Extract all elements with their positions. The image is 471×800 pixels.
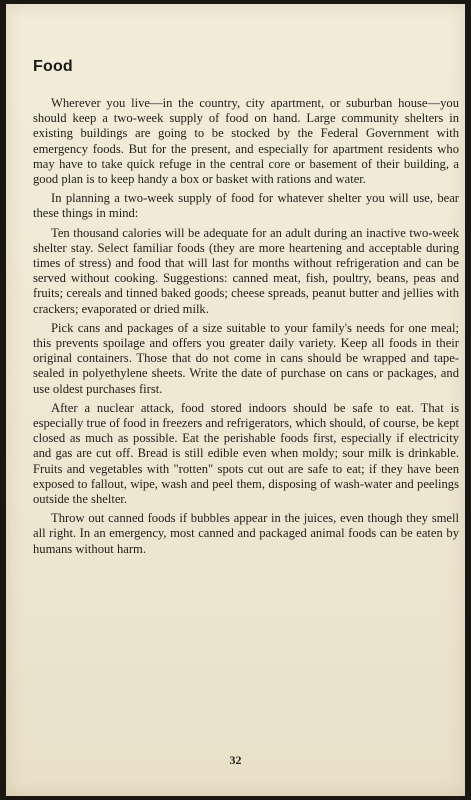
paragraph: Wherever you live—in the country, city apartment, or suburban house—you should keep a two-week supply of food on hand. Large community shelters in existing buildings are going to be stocked by the Federal Government with emergency foods. But for the present, and especially for apartment residents who may have to take quick refuge in the central core or basement of their building, a good plan is to keep handy a box or basket with rations and water. bbox=[33, 96, 459, 187]
paragraph: In planning a two-week supply of food for whatever shelter you will use, bear these things in mind: bbox=[33, 191, 459, 221]
book-page bbox=[6, 4, 465, 796]
paragraph: Ten thousand calories will be adequate for an adult during an inactive two-week shelter stay. Select familiar foods (they are more heartening and acceptable during times of stress) and food that will last for months without refrigeration and can be served without cooking. Suggestions: canned meat, fish, poultry, beans, peas and fruits; cereals and tinned baked goods; cheese spreads, peanut butter and jellies with crackers; evaporated or dried milk. bbox=[33, 225, 459, 316]
page-number: 32 bbox=[229, 753, 242, 767]
section-heading: Food bbox=[33, 58, 73, 75]
body-text bbox=[33, 96, 459, 561]
paragraph: After a nuclear attack, food stored indoors should be safe to eat. That is especially true of food in freezers and refrigerators, which should, of course, be kept closed as much as possible. Eat the perishable foods first, especially if electricity and gas are cut off. Bread is still edible even when moldy; sour milk is drinkable. Fruits and vegetables with "rotten" spots cut out are safe to eat; if they have been exposed to fallout, wipe, wash and peel them, disposing of wash-water and peelings outside the shelter. bbox=[33, 400, 459, 507]
paragraph: Pick cans and packages of a size suitable to your family's needs for one meal; this prevents spoilage and offers you greater daily variety. Keep all foods in their original containers. Those that do not come in cans should be wrapped and tape-sealed in polyethylene sheets. Write the date of purchase on cans or packages, and use oldest purchases first. bbox=[33, 320, 459, 396]
paragraph: Throw out canned foods if bubbles appear in the juices, even though they smell all right. In an emergency, most canned and packaged animal foods can be eaten by humans without harm. bbox=[33, 511, 459, 556]
